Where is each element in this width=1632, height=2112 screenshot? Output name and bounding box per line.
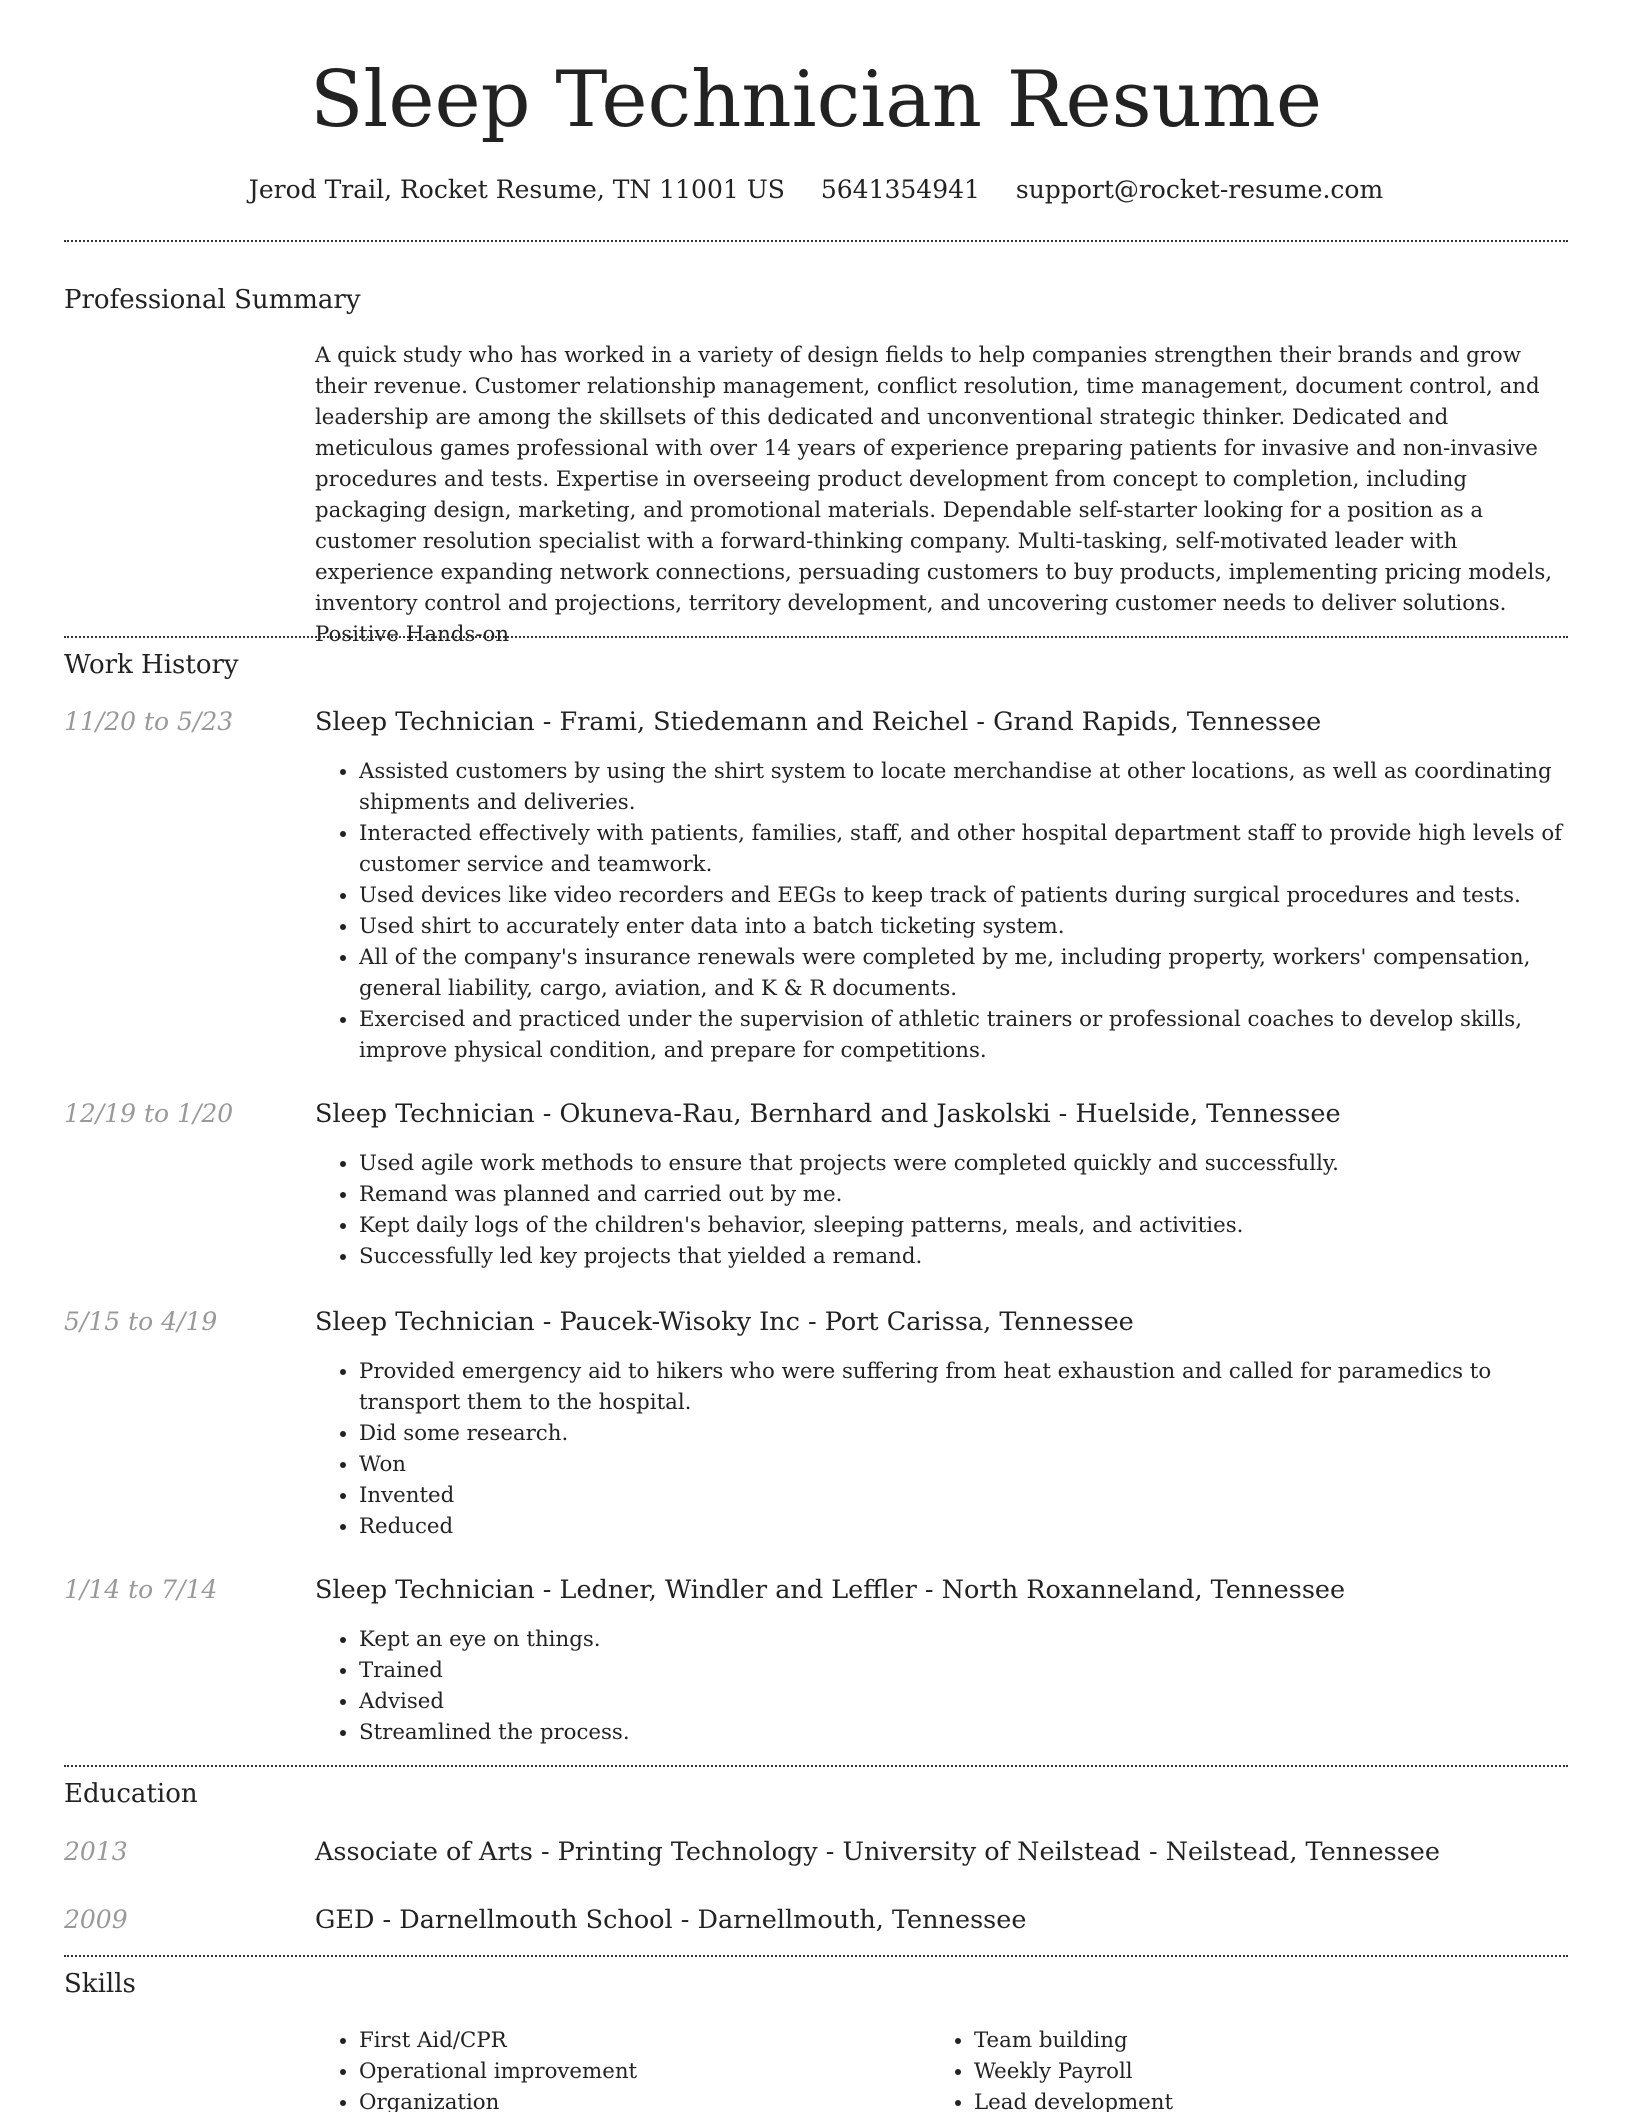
- address: Jerod Trail, Rocket Resume, TN 11001 US: [248, 175, 785, 204]
- list-item: • Kept daily logs of the children's behavior, sleeping patterns, meals, and activities.: [359, 1210, 1568, 1241]
- list-item: • Advised: [359, 1686, 1568, 1717]
- list-item: • All of the company's insurance renewals were completed by me, including property, workers' compensation, general liability, cargo, aviation, and K & R documents.: [359, 942, 1568, 1004]
- phone: 5641354941: [820, 175, 980, 204]
- list-item: • Trained: [359, 1655, 1568, 1686]
- list-item: • Interacted effectively with patients, families, staff, and other hospital department staff to provide high levels of customer service and teamwork.: [359, 818, 1568, 880]
- job-date: 11/20 to 5/23: [64, 707, 234, 736]
- job-bullets: [315, 756, 1568, 1066]
- divider: [64, 1765, 1568, 1767]
- summary-heading: Professional Summary: [64, 285, 361, 315]
- divider: [64, 1955, 1568, 1957]
- list-item: • Used shirt to accurately enter data into a batch ticketing system.: [359, 911, 1568, 942]
- job-title: Sleep Technician - Okuneva-Rau, Bernhard and Jaskolski - Huelside, Tennessee: [315, 1099, 1341, 1129]
- job-date: 1/14 to 7/14: [64, 1575, 218, 1604]
- skill-item: • Weekly Payroll: [974, 2056, 1490, 2087]
- list-item: • Exercised and practiced under the supervision of athletic trainers or professional coaches to develop skills, improve physical condition, and prepare for competitions.: [359, 1004, 1568, 1066]
- list-item: • Successfully led key projects that yielded a remand.: [359, 1241, 1568, 1272]
- skills-heading: Skills: [64, 1969, 136, 1999]
- divider: [64, 636, 1568, 638]
- job-date: 12/19 to 1/20: [64, 1099, 234, 1128]
- list-item: • Kept an eye on things.: [359, 1624, 1568, 1655]
- job-bullets: [315, 1356, 1568, 1542]
- skill-item: • Team building: [974, 2025, 1490, 2056]
- list-item: • Used devices like video recorders and EEGs to keep track of patients during surgical procedures and tests.: [359, 880, 1568, 911]
- education-heading: Education: [64, 1779, 198, 1809]
- resume-title: Sleep Technician Resume: [309, 55, 1323, 145]
- skills-list-left: [315, 2025, 875, 2112]
- email: support@rocket-resume.com: [1015, 175, 1384, 204]
- divider: [64, 240, 1568, 242]
- skill-item: • Operational improvement: [359, 2056, 875, 2087]
- list-item: • Provided emergency aid to hikers who were suffering from heat exhaustion and called for paramedics to transport them to the hospital.: [359, 1356, 1568, 1418]
- summary-text: A quick study who has worked in a variety of design fields to help companies strengthen their brands and grow their revenue. Customer relationship management, conflict resolution, time management, document control, and leadership are among the skillsets of this dedicated and unconventional strategic thinker. Dedicated and meticulous games professional with over 14 years of experience preparing patients for invasive and non-invasive procedures and tests. Expertise in overseeing product development from concept to completion, including packaging design, marketing, and promotional materials. Dependable self-starter looking for a position as a customer resolution specialist with a forward-thinking company. Multi-tasking, self-motivated leader with experience expanding network connections, persuading customers to buy products, implementing pricing models, inventory control and projections, territory development, and uncovering customer needs to deliver solutions. Positive Hands-on: [315, 343, 1553, 647]
- list-item: • Used agile work methods to ensure that projects were completed quickly and successfully.: [359, 1148, 1568, 1179]
- education-entry: GED - Darnellmouth School - Darnellmouth, Tennessee: [315, 1905, 1027, 1935]
- work-history-heading: Work History: [64, 650, 239, 680]
- skill-item: • First Aid/CPR: [359, 2025, 875, 2056]
- job-title: Sleep Technician - Ledner, Windler and Leffler - North Roxanneland, Tennessee: [315, 1575, 1346, 1605]
- contact-line: [0, 170, 1632, 210]
- education-date: 2013: [64, 1837, 128, 1866]
- job-title: Sleep Technician - Frami, Stiedemann and Reichel - Grand Rapids, Tennessee: [315, 707, 1322, 737]
- job-bullets: [315, 1148, 1568, 1272]
- skills-list-right: [930, 2025, 1490, 2112]
- job-bullets: [315, 1624, 1568, 1748]
- list-item: • Reduced: [359, 1511, 1568, 1542]
- job-title: Sleep Technician - Paucek-Wisoky Inc - Port Carissa, Tennessee: [315, 1307, 1134, 1337]
- list-item: • Invented: [359, 1480, 1568, 1511]
- list-item: • Assisted customers by using the shirt system to locate merchandise at other locations, as well as coordinating shipments and deliveries.: [359, 756, 1568, 818]
- education-date: 2009: [64, 1905, 128, 1934]
- list-item: • Streamlined the process.: [359, 1717, 1568, 1748]
- list-item: • Won: [359, 1449, 1568, 1480]
- skill-item: • Organization: [359, 2087, 875, 2112]
- list-item: • Did some research.: [359, 1418, 1568, 1449]
- education-entry: Associate of Arts - Printing Technology - University of Neilstead - Neilstead, Tennessee: [315, 1837, 1440, 1867]
- list-item: • Remand was planned and carried out by me.: [359, 1179, 1568, 1210]
- job-date: 5/15 to 4/19: [64, 1307, 218, 1336]
- skill-item: • Lead development: [974, 2087, 1490, 2112]
